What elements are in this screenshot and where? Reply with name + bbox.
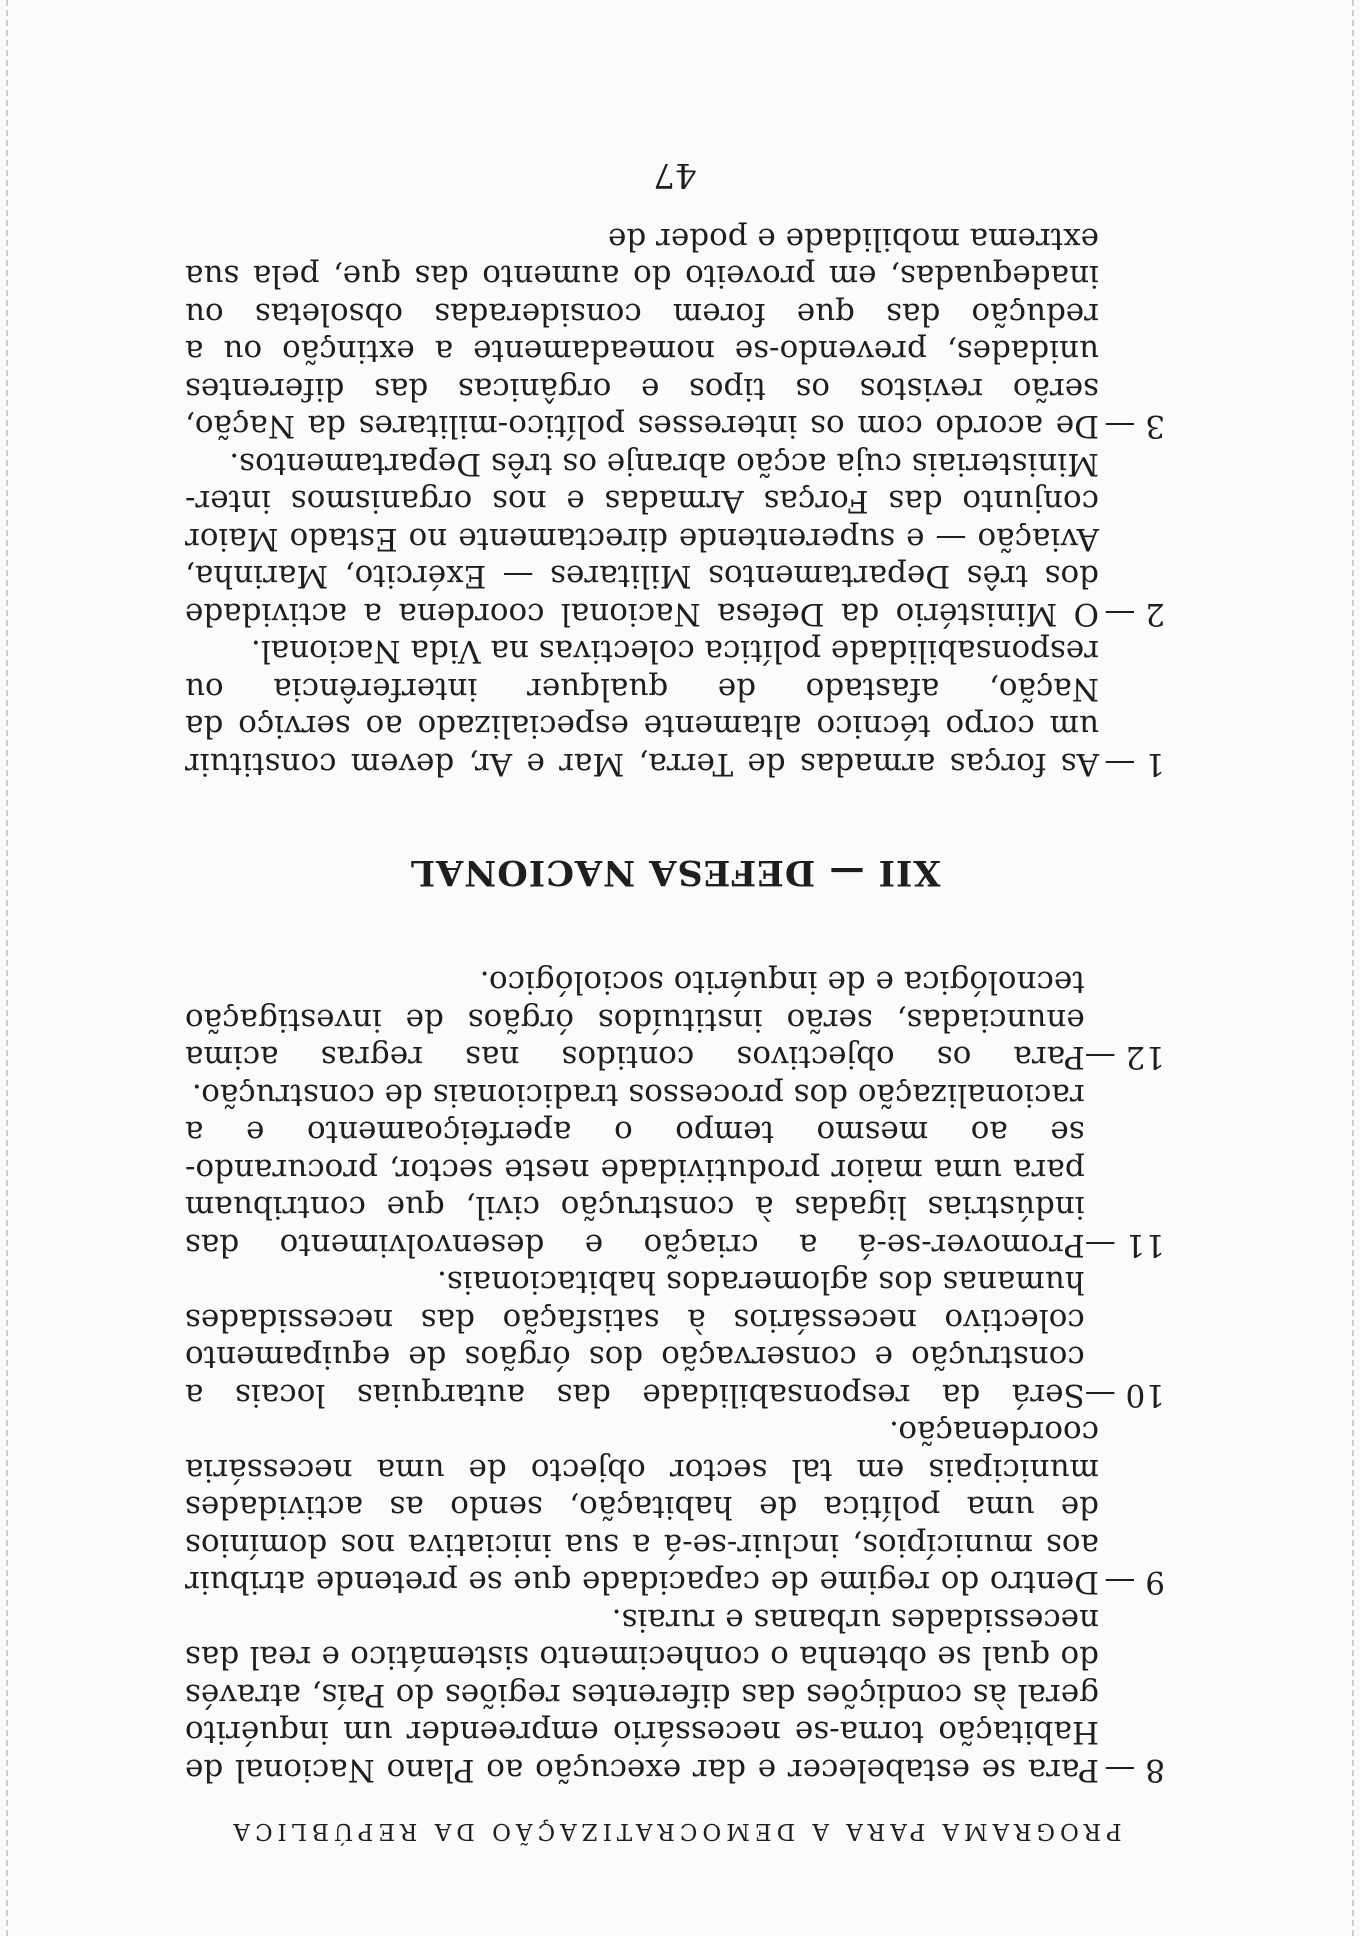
item-text: As forças armadas de Terra, Mar e Ar, devem constituir um corpo técnico altamente especializado ao serviço da Nação, afastado de qualquer interferência ou responsabilidade política colectivas na Vida Nacional. bbox=[185, 633, 1099, 782]
item-text: Dentro do regime de capacidade que se pretende atribuir aos municípios, incluir-se-á a sua iniciativa nos domínios de uma política de habitação, sendo as actividades municipais em tal sector objecto de uma necessária coordenação. bbox=[185, 1414, 1099, 1601]
item-number: 3 — bbox=[1104, 408, 1165, 445]
item-text: De acordo com os interesses político-militares da Nação, serão revistos os tipos e orgânicas das diferentes unidades, prevendo-se nomeadamente a extinção ou a redução das que forem consideradas obsoletas ou inadequadas, em proveito do aumento das que, pela sua extrema mobilidade e poder de bbox=[185, 221, 1099, 445]
list-item-10 bbox=[185, 1263, 1165, 1413]
list-item-12 bbox=[185, 963, 1165, 1076]
item-number: 8 — bbox=[1104, 1752, 1165, 1788]
item-number: 2 — bbox=[1104, 596, 1165, 632]
list-item-11 bbox=[185, 1076, 1165, 1264]
list-item-8 bbox=[185, 1601, 1165, 1789]
page-number: 47 bbox=[653, 155, 697, 196]
item-number: 10 — bbox=[1084, 1377, 1165, 1413]
section-title: XII — DEFESA NACIONAL bbox=[409, 852, 941, 893]
defense-item-1 bbox=[185, 632, 1165, 782]
running-head: PROGRAMA PARA A DEMOCRATIZAÇÃO DA REPÚBLICA bbox=[228, 1818, 1122, 1844]
item-text: O Ministério da Defesa Nacional coordena a actividade dos três Departamentos Militares — Exército, Marinha, Aviação — e superentende directamente no Estado Maior conjunto das Forças Armadas e nos organismos inter-Ministeriais cuja acção abranje os três Departamentos. bbox=[185, 446, 1099, 632]
item-number: 9 — bbox=[1104, 1564, 1165, 1601]
item-text: Promover-se-á a criação e desenvolvimento das indústrias ligadas à construção civil, que contribuam para uma maior produtividade neste sector, procurando-se ao mesmo tempo o aperfeiçoamento e a racionalização dos processos tradicionais de construção. bbox=[185, 1077, 1085, 1263]
defense-item-3 bbox=[185, 220, 1165, 445]
list-item-9 bbox=[185, 1413, 1165, 1601]
item-text: Para se estabelecer e dar execução ao Plano Nacional de Habitação torna-se necessário empreender um inquérito geral às condições das diferentes regiões do País, através do qual se obtenha o conhecimento sistemático e real das necessidades urbanas e rurais. bbox=[185, 1602, 1099, 1788]
item-number: 12 — bbox=[1084, 1039, 1165, 1076]
item-text: Para os objectivos contidos nas regras acima enunciadas, serão instituídos órgãos de investigação tecnológica e de inquérito sociológico. bbox=[185, 964, 1085, 1076]
item-number: 1 — bbox=[1104, 746, 1165, 782]
page-content bbox=[185, 156, 1165, 1845]
item-number: 11 — bbox=[1084, 1227, 1165, 1263]
item-text: Será da responsabilidade das autarquias locais a construção e conservação dos órgãos de equipamento colectivo necessários à satisfação das necessidades humanas dos aglomerados habitacionais. bbox=[185, 1264, 1085, 1413]
defense-item-2 bbox=[185, 445, 1165, 633]
